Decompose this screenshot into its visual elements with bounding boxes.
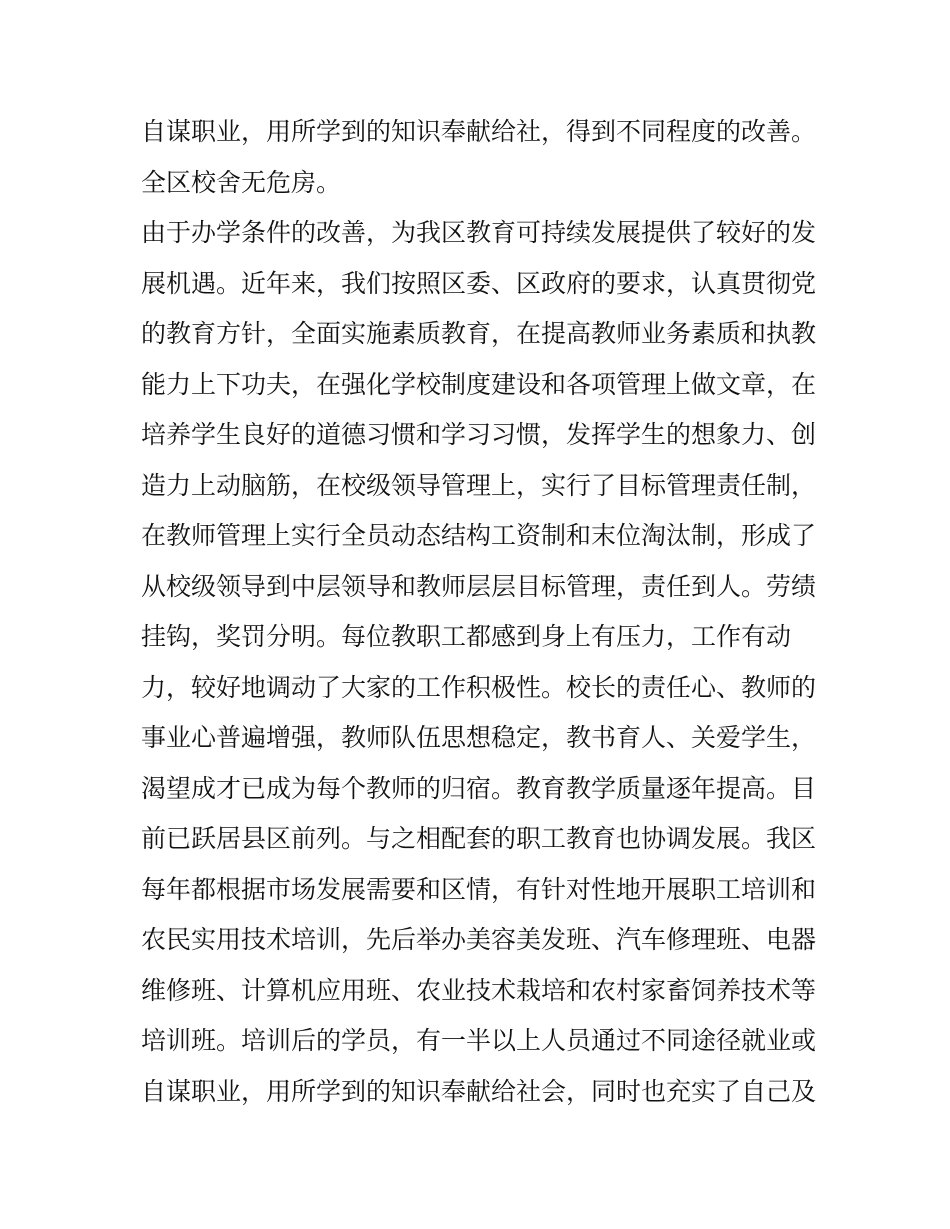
text-line-4: 展机遇。近年来，我们按照区委、区政府的要求，认真贯彻党 — [141, 268, 817, 298]
text-line-20: 自谋职业，用所学到的知识奉献给社会，同时也充实了自己及 — [141, 1076, 817, 1106]
body-text — [141, 107, 821, 1117]
text-line-3: 由于办学条件的改善，为我区教育可持续发展提供了较好的发 — [141, 218, 817, 247]
text-line-2: 全区校舍无危房。 — [141, 167, 342, 197]
text-line-18: 维修班、计算机应用班、农业技术栽培和农村家畜饲养技术等 — [141, 975, 817, 1005]
text-line-7: 培养学生良好的道德习惯和学习习惯，发挥学生的想象力、创 — [141, 420, 817, 449]
text-line-14: 渴望成才已成为每个教师的归宿。教育教学质量逐年提高。目 — [141, 773, 817, 803]
text-line-1: 自谋职业，用所学到的知识奉献给社，得到不同程度的改善。 — [141, 117, 817, 146]
text-line-5: 的教育方针，全面实施素质教育，在提高教师业务素质和执教 — [141, 319, 817, 348]
text-line-10: 从校级领导到中层领导和教师层层目标管理，责任到人。劳绩 — [141, 571, 817, 601]
text-line-17: 农民实用技术培训，先后举办美容美发班、汽车修理班、电器 — [141, 925, 817, 954]
text-line-11: 挂钩，奖罚分明。每位教职工都感到身上有压力，工作有动 — [141, 622, 792, 651]
text-line-9: 在教师管理上实行全员动态结构工资制和末位淘汰制，形成了 — [141, 521, 817, 550]
text-line-12: 力，较好地调动了大家的工作积极性。校长的责任心、教师的 — [141, 672, 817, 702]
text-line-15: 前已跃居县区前列。与之相配套的职工教育也协调发展。我区 — [141, 824, 817, 853]
text-line-8: 造力上动脑筋，在校级领导管理上，实行了目标管理责任制， — [141, 470, 817, 500]
text-line-19: 培训班。培训后的学员，有一半以上人员通过不同途径就业或 — [141, 1026, 817, 1055]
text-line-16: 每年都根据市场发展需要和区情，有针对性地开展职工培训和 — [141, 874, 817, 904]
text-line-6: 能力上下功夫，在强化学校制度建设和各项管理上做文章，在 — [141, 369, 817, 399]
text-line-13: 事业心普遍增强，教师队伍思想稳定，教书育人、关爱学生， — [141, 723, 817, 752]
